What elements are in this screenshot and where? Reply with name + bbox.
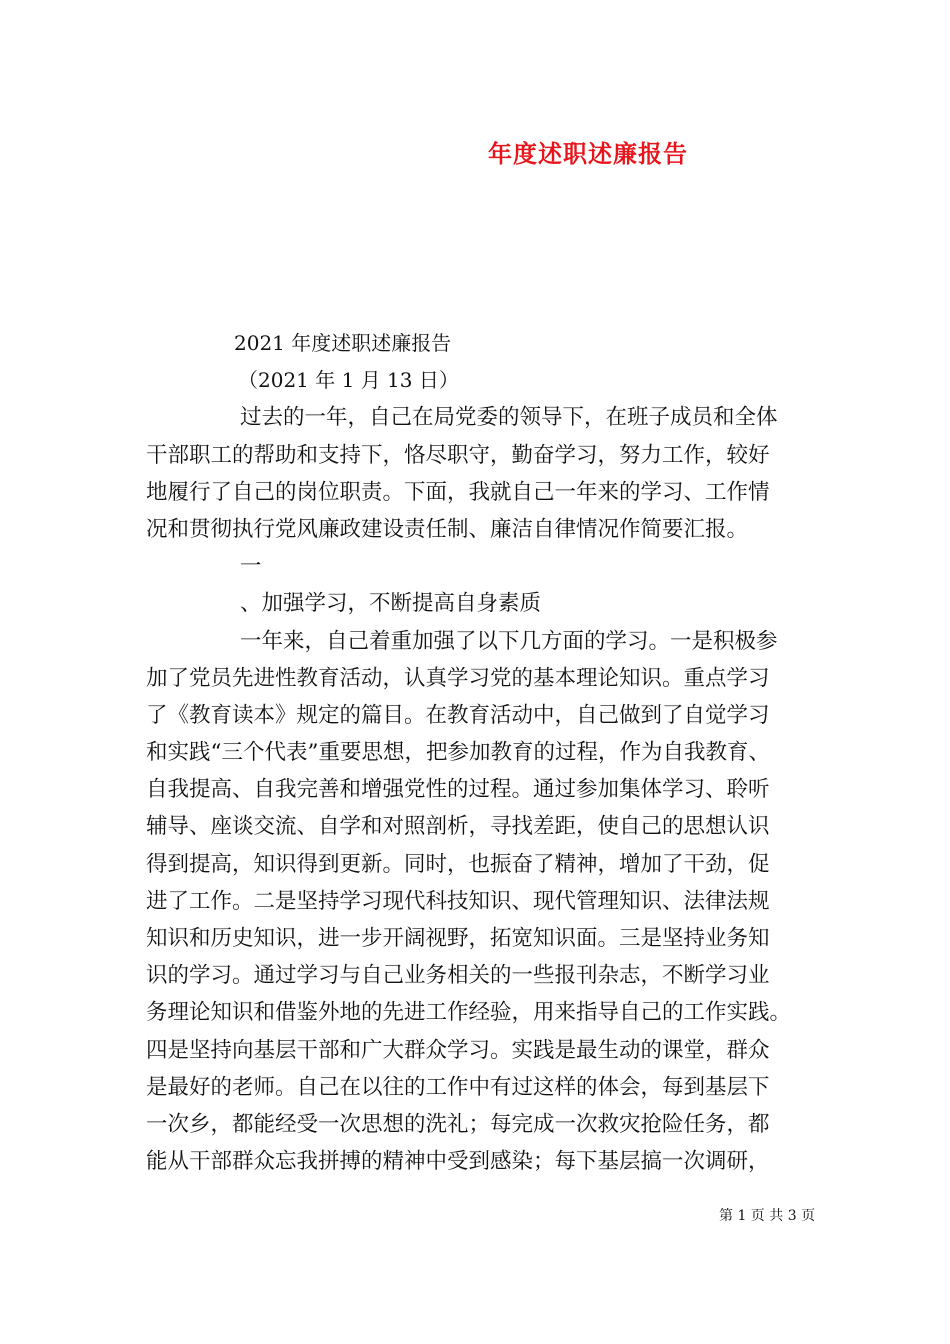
section-body-line: 知识和历史知识，进一步开阔视野，拓宽知识面。三是坚持业务知: [146, 926, 770, 951]
document-title: 2021 年度述职述廉报告: [234, 331, 452, 355]
header-title: 年度述职述廉报告: [488, 139, 688, 168]
section-body-line: 一年来，自己着重加强了以下几方面的学习。一是积极参: [240, 628, 778, 654]
section-body-line: 识的学习。通过学习与自己业务相关的一些报刊杂志，不断学习业: [146, 963, 770, 989]
document-body: [146, 325, 808, 1180]
section-body-line: 了《教育读本》规定的篇目。在教育活动中，自己做到了自觉学习: [146, 702, 770, 728]
intro-line: 过去的一年，自己在局党委的领导下，在班子成员和全体: [240, 405, 778, 431]
section-body-line: 进了工作。二是坚持学习现代科技知识、现代管理知识、法律法规: [146, 888, 770, 914]
section-body-line: 加了党员先进性教育活动，认真学习党的基本理论知识。重点学习: [146, 665, 770, 691]
section-body-line: 能从干部群众忘我拼搏的精神中受到感染；每下基层搞一次调研，: [146, 1149, 770, 1175]
document-date: （2021 年 1 月 13 日）: [238, 368, 459, 393]
section-body-line: 和实践“三个代表”重要思想，把参加教育的过程，作为自我教育、: [146, 740, 770, 766]
intro-line: 干部职工的帮助和支持下，恪尽职守，勤奋学习，努力工作，较好: [146, 442, 770, 468]
intro-line: 地履行了自己的岗位职责。下面，我就自己一年来的学习、工作情: [146, 479, 770, 505]
section-body-line: 四是坚持向基层干部和广大群众学习。实践是最生动的课堂，群众: [146, 1037, 770, 1063]
section-body-line: 务理论知识和借鉴外地的先进工作经验，用来指导自己的工作实践。: [146, 1000, 792, 1026]
section-body-line: 一次乡，都能经受一次思想的洗礼；每完成一次救灾抢险任务，都: [146, 1111, 770, 1137]
section-number: 一: [240, 554, 262, 580]
section-body-line: 得到提高，知识得到更新。同时，也振奋了精神，增加了干劲，促: [146, 851, 770, 877]
section-body-line: 辅导、座谈交流、自学和对照剖析，寻找差距，使自己的思想认识: [146, 814, 770, 840]
page-number: 第 1 页 共 3 页: [719, 1208, 816, 1224]
intro-line: 况和贯彻执行党风廉政建设责任制、廉洁自律情况作简要汇报。: [146, 516, 749, 542]
section-heading: 、加强学习，不断提高自身素质: [240, 591, 542, 617]
section-body-line: 自我提高、自我完善和增强党性的过程。通过参加集体学习、聆听: [146, 777, 770, 803]
section-body-line: 是最好的老师。自己在以往的工作中有过这样的体会，每到基层下: [146, 1074, 770, 1100]
